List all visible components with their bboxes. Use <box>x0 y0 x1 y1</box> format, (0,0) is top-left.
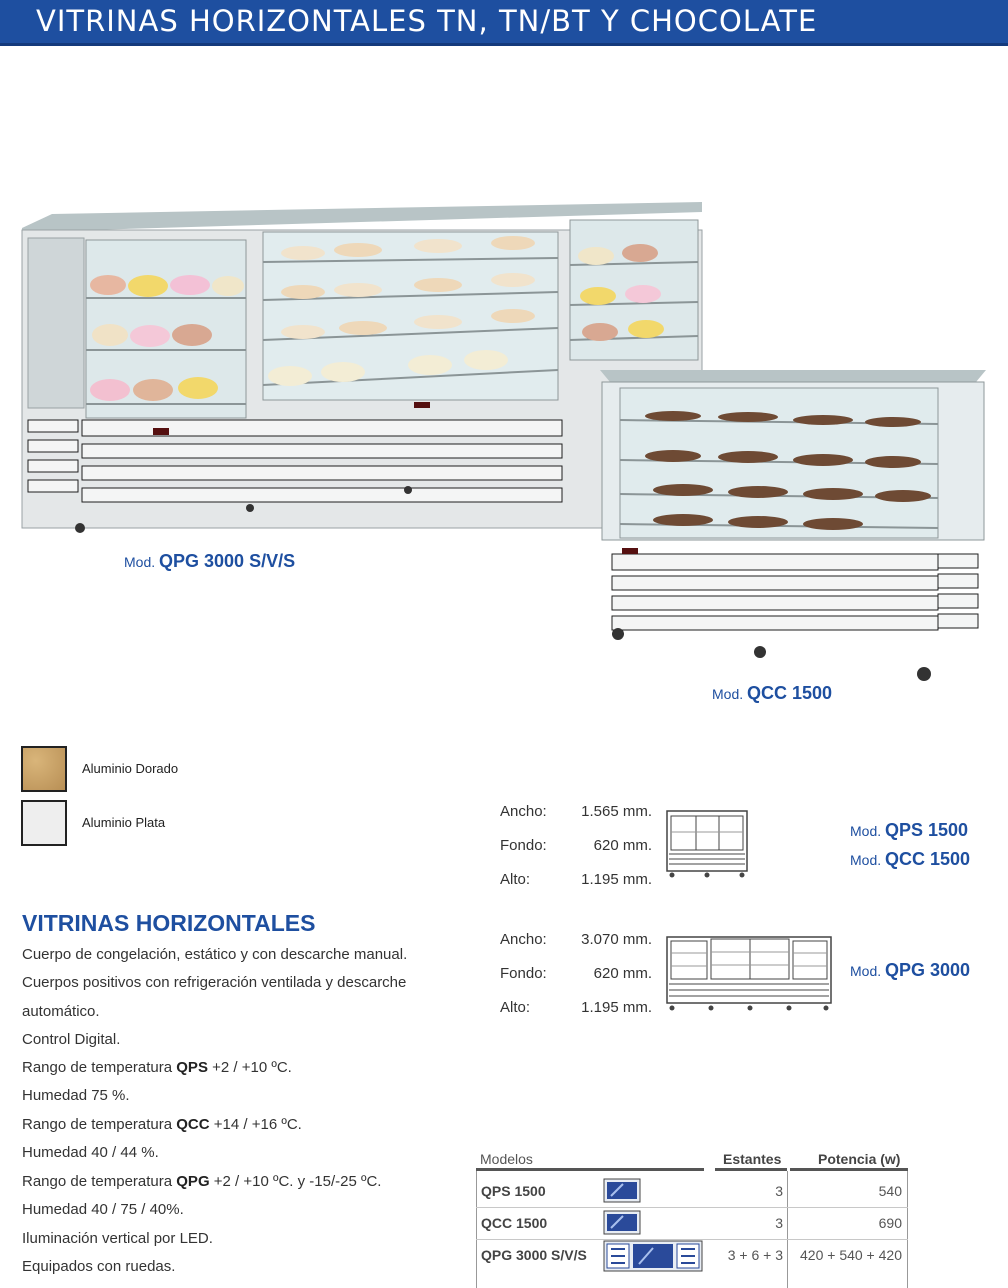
model-ref-qcc-1500: Mod. QCC 1500 <box>850 849 971 869</box>
dim-label: Alto: <box>500 999 531 1016</box>
dim-value: 1.565 mm. <box>581 803 652 820</box>
description-line: Equipados con ruedas. <box>22 1258 176 1275</box>
description-line: Rango de temperatura QPG +2 / +10 ºC. y -15/-25 ºC. <box>22 1173 382 1190</box>
dim-value: 3.070 mm. <box>581 931 652 948</box>
table-header-rule <box>715 1168 787 1171</box>
description-line: Cuerpo de congelación, estático y con descarche manual. <box>22 946 408 963</box>
description-line: Humedad 40 / 44 %. <box>22 1144 159 1161</box>
model-ref-qps-1500: Mod. QPS 1500 <box>850 820 969 840</box>
description-line: Humedad 75 %. <box>22 1087 130 1104</box>
section-title: VITRINAS HORIZONTALES <box>22 910 316 936</box>
table-divider <box>787 1171 788 1288</box>
table-cell-shelves: 3 <box>775 1215 783 1231</box>
swatch-silver <box>21 800 67 846</box>
table-header-models: Modelos <box>480 1151 533 1167</box>
table-header-rule <box>476 1168 704 1171</box>
swatch-gold-label: Aluminio Dorado <box>82 761 179 776</box>
dim-label: Ancho: <box>500 931 547 948</box>
description-line: Humedad 40 / 75 / 40%. <box>22 1201 184 1218</box>
table-header-power: Potencia (w) <box>818 1151 901 1167</box>
product-caption-qpg-3000: Mod. QPG 3000 S/V/S <box>124 551 296 571</box>
dim-label: Alto: <box>500 871 531 888</box>
description-line: Iluminación vertical por LED. <box>22 1230 213 1247</box>
dim-value: 1.195 mm. <box>581 999 652 1016</box>
header-bar <box>0 0 1008 46</box>
table-row-divider <box>476 1207 908 1208</box>
swatch-gold <box>21 746 67 792</box>
table-header-shelves: Estantes <box>723 1151 782 1167</box>
description-line: Control Digital. <box>22 1031 121 1048</box>
description-line: Cuerpos positivos con refrigeración ventilada y descarche <box>22 974 407 991</box>
dim-value: 1.195 mm. <box>581 871 652 888</box>
table-cell-model: QCC 1500 <box>481 1215 548 1231</box>
table-cell-power: 690 <box>878 1215 902 1231</box>
dim-label: Fondo: <box>500 965 547 982</box>
table-cell-shelves: 3 + 6 + 3 <box>727 1247 783 1263</box>
description-line: Rango de temperatura QCC +14 / +16 ºC. <box>22 1116 302 1133</box>
product-image-qcc-1500 <box>598 362 990 684</box>
table-cell-model: QPS 1500 <box>481 1183 546 1199</box>
product-caption-qcc-1500: Mod. QCC 1500 <box>712 683 833 703</box>
description-line: automático. <box>22 1003 100 1020</box>
dim-label: Fondo: <box>500 837 547 854</box>
dim-value: 620 mm. <box>593 837 652 854</box>
table-divider <box>476 1171 477 1288</box>
dim-value: 620 mm. <box>593 965 652 982</box>
swatch-silver-label: Aluminio Plata <box>82 815 166 830</box>
table-cell-shelves: 3 <box>775 1183 783 1199</box>
description-line: Rango de temperatura QPS +2 / +10 ºC. <box>22 1059 292 1076</box>
single-case-icon <box>603 1178 641 1203</box>
triple-case-diagram <box>666 936 832 1014</box>
dim-label: Ancho: <box>500 803 547 820</box>
table-header-rule <box>790 1168 908 1171</box>
single-case-icon <box>603 1210 641 1235</box>
model-ref-qpg-3000: Mod. QPG 3000 <box>850 960 971 980</box>
table-cell-power: 420 + 540 + 420 <box>800 1247 902 1263</box>
table-cell-model: QPG 3000 S/V/S <box>481 1247 587 1263</box>
triple-case-icon <box>603 1240 703 1274</box>
table-divider <box>907 1171 908 1288</box>
single-case-diagram <box>666 810 748 880</box>
table-cell-power: 540 <box>878 1183 902 1199</box>
page-title: VITRINAS HORIZONTALES TN, TN/BT Y CHOCOLATE <box>36 4 818 38</box>
